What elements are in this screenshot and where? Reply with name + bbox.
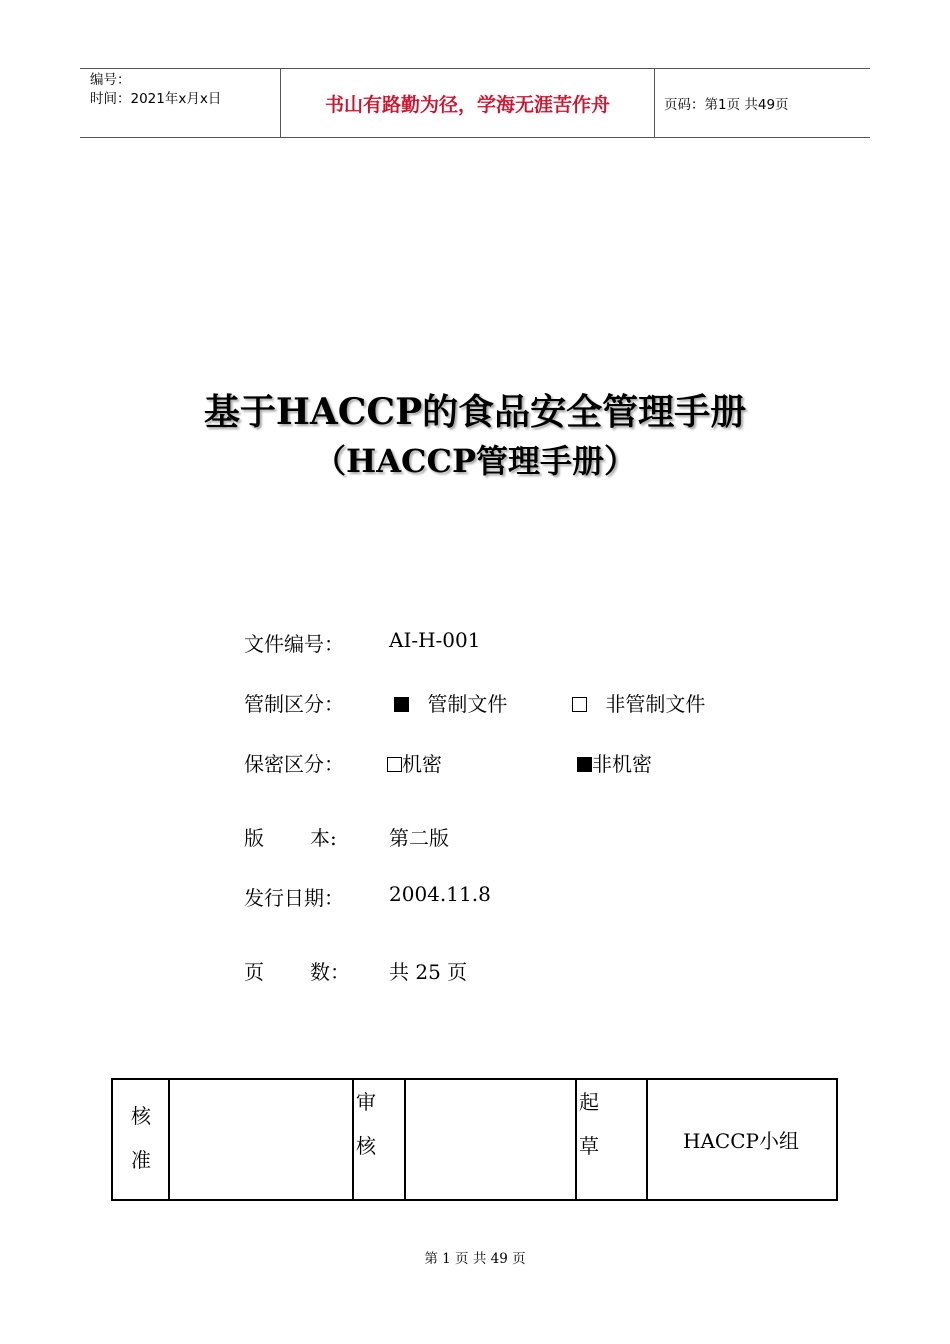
header-time-label: 时间：2021年x月x日 xyxy=(90,91,222,107)
pages-value: 共 25 页 xyxy=(389,960,468,984)
draft-label-a: 起 xyxy=(579,1090,599,1114)
header-page-info: 页码：第1页 共49页 xyxy=(664,97,789,113)
control-option-controlled xyxy=(394,688,507,717)
date-value: 2004.11.8 xyxy=(389,882,491,906)
header-number-label: 编号： xyxy=(90,72,131,88)
table-divider xyxy=(352,1080,354,1199)
secret-option-confidential-label: 机密 xyxy=(402,752,442,776)
checked-box-icon xyxy=(394,697,409,712)
pages-label-b: 数： xyxy=(310,960,350,984)
secret-option-confidential xyxy=(387,748,442,777)
version-value: 第二版 xyxy=(389,826,449,850)
control-label: 管制区分： xyxy=(244,692,344,716)
unchecked-box-icon xyxy=(387,757,402,772)
draft-label-b: 草 xyxy=(579,1134,599,1158)
draft-group-value: HACCP小组 xyxy=(683,1129,799,1153)
unchecked-box-icon xyxy=(572,697,587,712)
draft-cell-label xyxy=(579,1080,599,1168)
review-cell-label xyxy=(356,1080,376,1168)
approve-cell-label xyxy=(131,1094,151,1182)
review-label-a: 审 xyxy=(356,1090,376,1114)
table-divider xyxy=(404,1080,406,1199)
date-label: 发行日期： xyxy=(244,886,344,910)
table-divider xyxy=(168,1080,170,1199)
header-meta xyxy=(80,69,281,137)
document-header xyxy=(80,68,870,138)
doc-number-label: 文件编号： xyxy=(244,632,344,656)
version-label-a: 版 xyxy=(244,826,264,850)
review-label-b: 核 xyxy=(356,1134,376,1158)
secret-option-nonconfidential xyxy=(577,748,652,777)
control-option-uncontrolled-label: 非管制文件 xyxy=(605,692,706,716)
checked-box-icon xyxy=(577,757,592,772)
page-footer: 第 1 页 共 49 页 xyxy=(424,1251,526,1267)
table-divider xyxy=(575,1080,577,1199)
approve-label-b: 准 xyxy=(131,1148,151,1172)
doc-number-value: AI-H-001 xyxy=(389,628,481,652)
header-motto: 书山有路勤为径，学海无涯苦作舟 xyxy=(281,69,655,137)
control-option-uncontrolled xyxy=(572,688,705,717)
secret-option-nonconfidential-label: 非机密 xyxy=(592,752,652,776)
control-option-controlled-label: 管制文件 xyxy=(427,692,508,716)
pages-label-a: 页 xyxy=(244,960,264,984)
approval-table xyxy=(111,1078,838,1201)
secret-label: 保密区分： xyxy=(244,752,344,776)
document-title: 基于HACCP的食品安全管理手册 xyxy=(203,391,747,433)
document-subtitle: （HACCP管理手册） xyxy=(313,442,637,480)
version-label-b: 本: xyxy=(310,826,337,850)
approve-label-a: 核 xyxy=(131,1104,151,1128)
